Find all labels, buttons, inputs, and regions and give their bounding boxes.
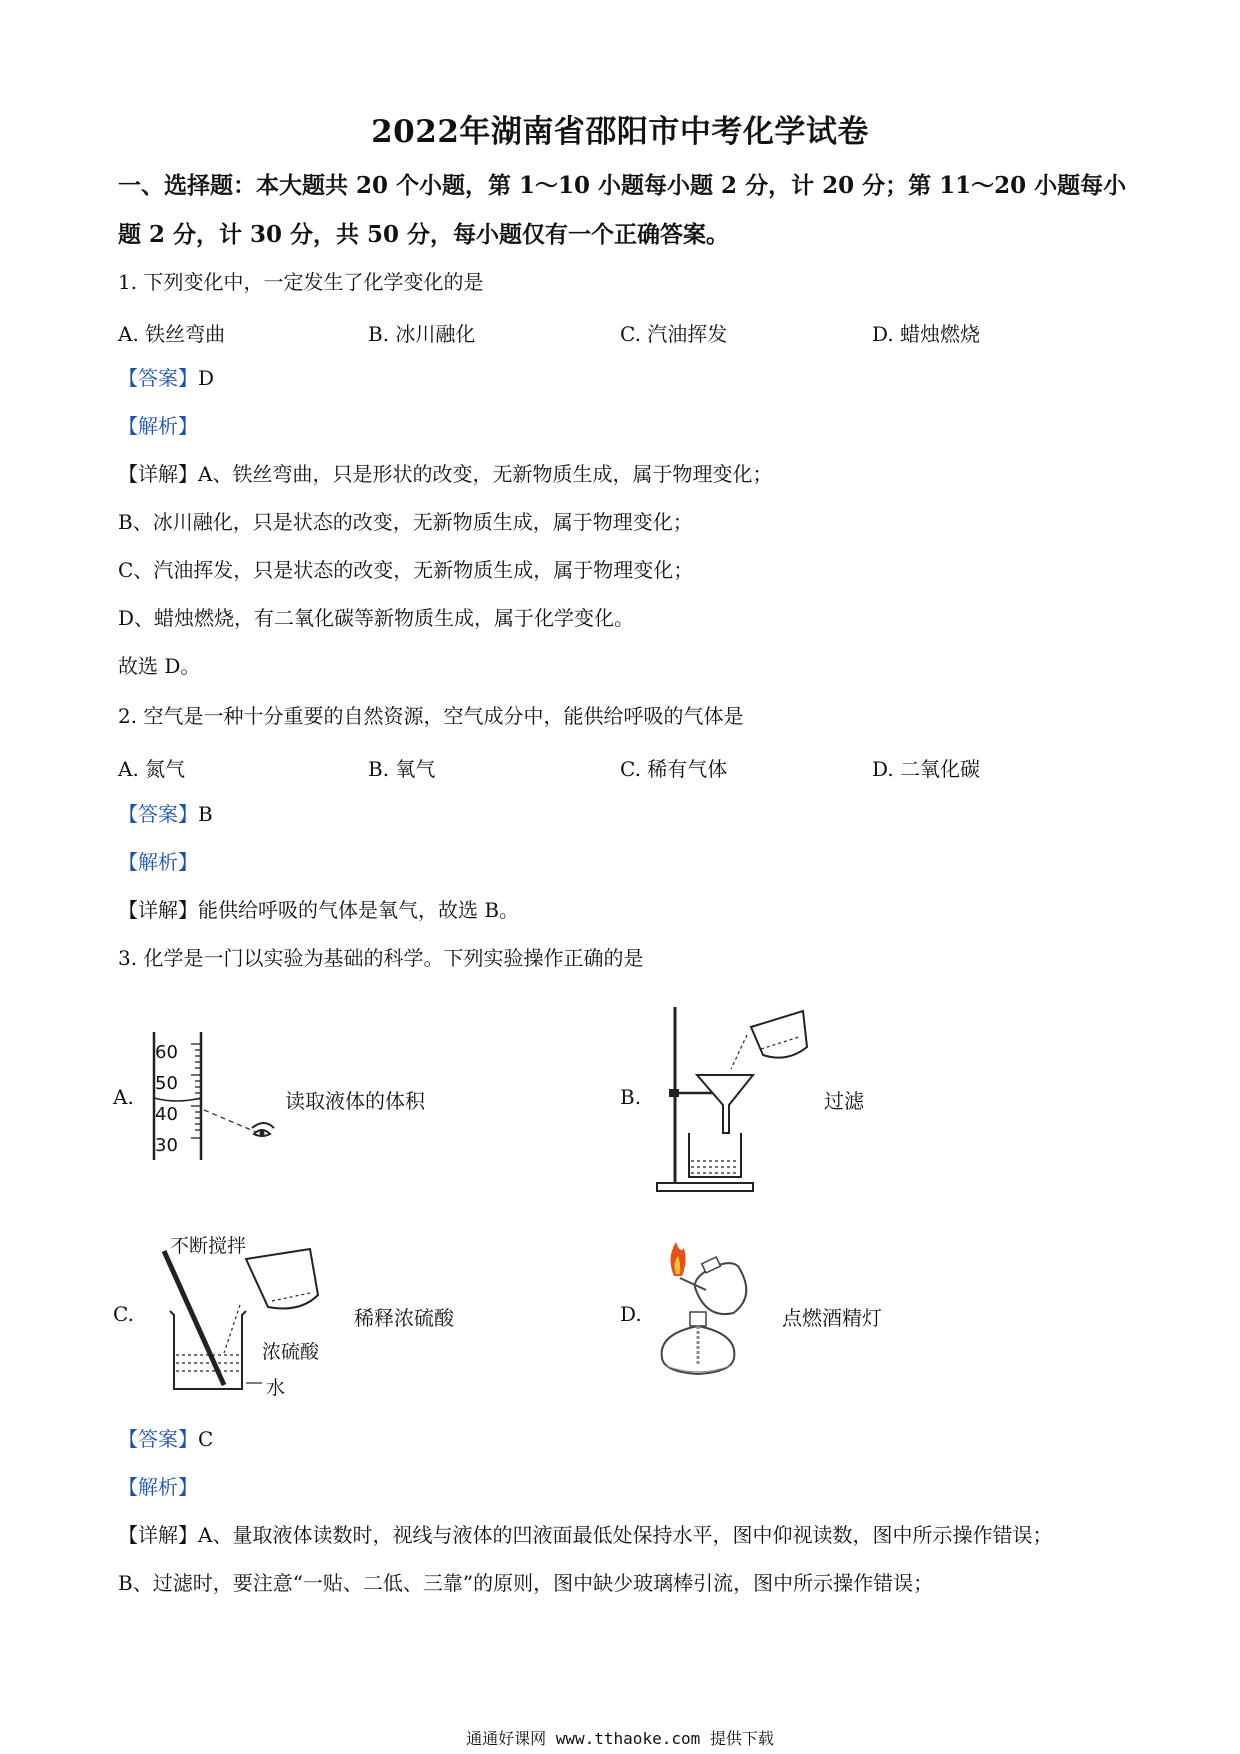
pouring-beaker	[246, 1249, 318, 1309]
answer-value: B	[198, 802, 213, 826]
alcohol-lamp-figure	[648, 1238, 778, 1388]
q3-stem: 3. 化学是一门以实验为基础的科学。下列实验操作正确的是	[118, 946, 644, 970]
q2-detail	[118, 898, 519, 922]
q2-option-c: C. 稀有气体	[620, 757, 728, 781]
analysis-tag: 【解析】	[118, 414, 198, 438]
q1-option-c: C. 汽油挥发	[620, 322, 728, 346]
q1-answer	[118, 366, 214, 390]
lamp-lower	[662, 1312, 735, 1374]
q3-option-b-text: 过滤	[824, 1089, 864, 1113]
meniscus	[154, 1098, 201, 1101]
answer-tag: 【答案】	[118, 802, 198, 826]
q2-option-d: D. 二氧化碳	[872, 757, 981, 781]
answer-value: C	[198, 1427, 214, 1451]
q3-option-b-letter: B.	[620, 1085, 642, 1109]
dilution-figure	[160, 1245, 335, 1395]
eye-icon	[252, 1123, 274, 1136]
q1-detail-line-2: B、冰川融化，只是状态的改变，无新物质生成，属于物理变化；	[118, 510, 693, 534]
water-label: 水	[266, 1377, 286, 1399]
tick-label-50: 50	[155, 1073, 178, 1094]
analysis-tag: 【解析】	[118, 1475, 198, 1499]
answer-tag: 【答案】	[118, 366, 198, 390]
sight-line	[204, 1110, 256, 1132]
detail-text: A、铁丝弯曲，只是形状的改变，无新物质生成，属于物理变化；	[198, 462, 773, 486]
detail-text: 能供给呼吸的气体是氧气，故选 B。	[198, 898, 520, 922]
q1-analysis-tag	[118, 414, 198, 438]
answer-tag: 【答案】	[118, 1427, 198, 1451]
analysis-tag: 【解析】	[118, 850, 198, 874]
q1-option-b: B. 冰川融化	[368, 322, 476, 346]
section-heading-line1: 一、选择题：本大题共 20 个小题，第 1～10 小题每小题 2 分，计 20 分；第 11～20 小题每小	[118, 172, 1127, 199]
acid-label: 浓硫酸	[262, 1341, 320, 1363]
q2-option-a: A. 氮气	[118, 757, 186, 781]
section-heading-line2: 题 2 分，计 30 分，共 50 分，每小题仅有一个正确答案。	[118, 221, 730, 248]
detail-tag: 【详解】	[118, 898, 198, 922]
q3-option-c-letter: C.	[113, 1302, 134, 1326]
q3-detail-line-2: B、过滤时，要注意“一贴、二低、三靠”的原则，图中缺少玻璃棒引流，图中所示操作错误；	[118, 1571, 934, 1595]
q3-answer	[118, 1427, 213, 1451]
q3-option-a-text: 读取液体的体积	[285, 1089, 425, 1113]
tick-label-30: 30	[155, 1135, 178, 1156]
page-title: 2022年湖南省邵阳市中考化学试卷	[371, 114, 869, 150]
q2-answer	[118, 802, 213, 826]
filtration-figure	[655, 1005, 815, 1195]
q2-analysis-tag	[118, 850, 198, 874]
q2-option-b: B. 氧气	[368, 757, 436, 781]
q3-option-d-text: 点燃酒精灯	[782, 1306, 882, 1330]
q3-analysis-tag	[118, 1475, 198, 1499]
q3-detail-line-1	[118, 1523, 1052, 1547]
answer-value: D	[198, 366, 215, 390]
detail-tag: 【详解】	[118, 462, 198, 486]
q1-option-a: A. 铁丝弯曲	[118, 322, 226, 346]
q1-detail-line-1	[118, 462, 772, 486]
stirring-label: 不断搅拌	[170, 1235, 247, 1257]
q1-option-d: D. 蜡烛燃烧	[872, 322, 981, 346]
page-footer: 通通好课网 www.tthaoke.com 提供下载	[466, 1729, 774, 1748]
q1-detail-line-4: D、蜡烛燃烧，有二氧化碳等新物质生成，属于化学变化。	[118, 606, 635, 630]
q3-option-a-letter: A.	[113, 1085, 134, 1109]
tick-label-60: 60	[155, 1042, 178, 1063]
detail-tag: 【详解】	[118, 1523, 198, 1547]
tick-label-40: 40	[155, 1104, 178, 1125]
q2-stem: 2. 空气是一种十分重要的自然资源，空气成分中，能供给呼吸的气体是	[118, 704, 744, 728]
q1-detail-line-3: C、汽油挥发，只是状态的改变，无新物质生成，属于物理变化；	[118, 558, 694, 582]
q3-option-d-letter: D.	[620, 1302, 642, 1326]
detail-text: A、量取液体读数时，视线与液体的凹液面最低处保持水平，图中仰视读数，图中所示操作错误；	[198, 1523, 1053, 1547]
q1-stem: 1. 下列变化中，一定发生了化学变化的是	[118, 270, 484, 294]
q3-option-c-text: 稀释浓硫酸	[354, 1306, 454, 1330]
q1-conclusion: 故选 D。	[118, 654, 201, 678]
